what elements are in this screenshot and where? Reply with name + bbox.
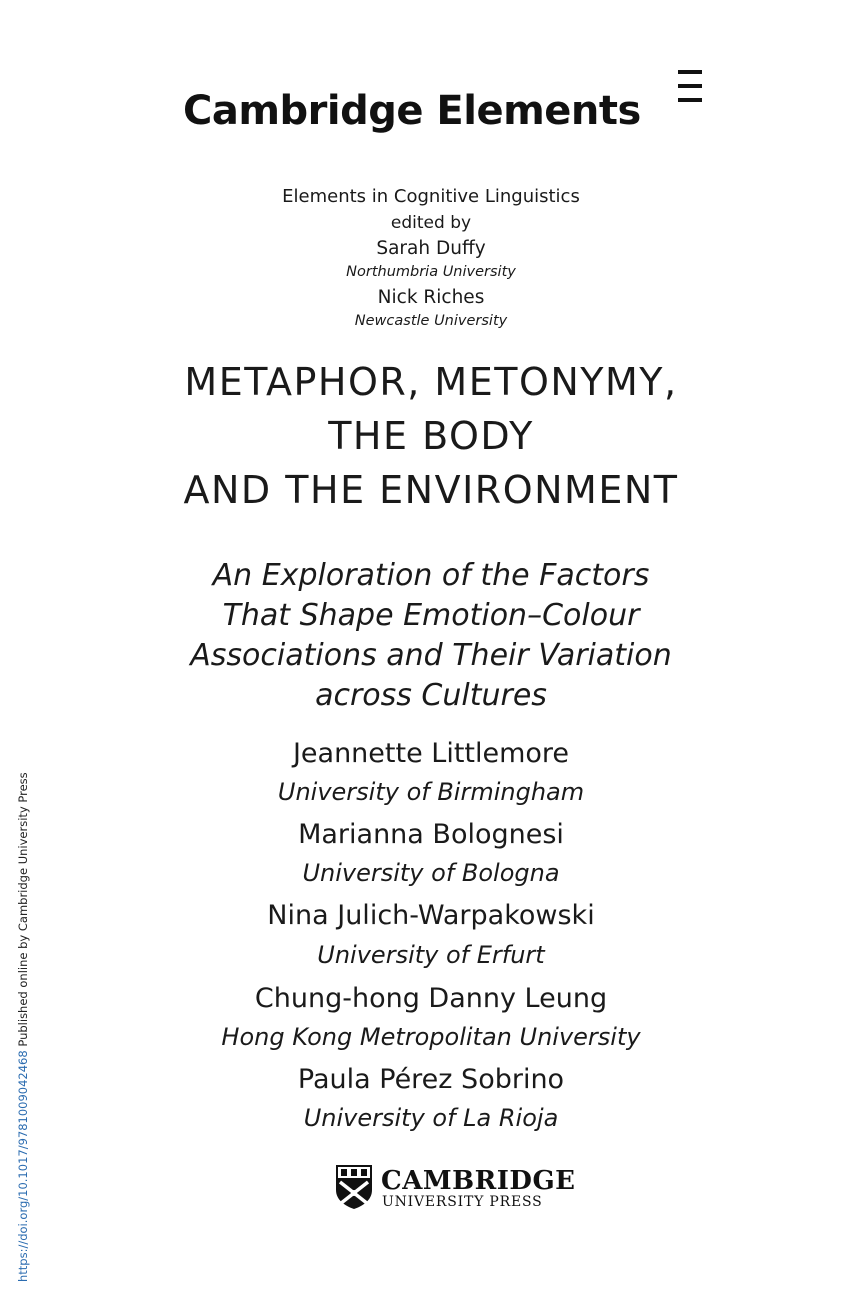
elements-logo-icon (678, 70, 702, 104)
editor-name: Nick Riches (377, 287, 485, 308)
shield-icon (335, 1164, 373, 1210)
subtitle-line: An Exploration of the Factors (212, 558, 650, 593)
publisher-subname: UNIVERSITY PRESS (382, 1194, 543, 1210)
author-name: Chung-hong Danny Leung (254, 983, 608, 1014)
brand-title: Cambridge Elements (183, 88, 641, 134)
author-name: Marianna Bolognesi (298, 819, 564, 850)
author-affiliation: Hong Kong Metropolitan University (221, 1023, 641, 1051)
author-name: Jeannette Littlemore (292, 738, 570, 769)
book-title-line: THE BODY (328, 414, 534, 458)
editor-affiliation: Newcastle University (354, 313, 508, 329)
doi-link[interactable]: https://doi.org/10.1017/9781009042468 (16, 1050, 30, 1282)
book-title (0, 355, 862, 517)
side-citation (16, 772, 30, 1282)
subtitle-line: across Cultures (315, 678, 547, 713)
author-name: Nina Julich-Warpakowski (267, 900, 595, 931)
book-title-line: METAPHOR, METONYMY, (184, 360, 678, 404)
author-affiliation: University of Erfurt (317, 941, 545, 969)
publisher-name: CAMBRIDGE (381, 1166, 576, 1196)
side-citation-text: Published online by Cambridge University Press (16, 772, 30, 1051)
author-name: Paula Pérez Sobrino (297, 1064, 565, 1095)
author-affiliation: University of Bologna (302, 859, 560, 887)
edited-by-label: edited by (390, 213, 472, 233)
author-affiliation: University of La Rioja (303, 1104, 559, 1132)
editor-name: Sarah Duffy (376, 238, 486, 259)
subtitle-line: That Shape Emotion–Colour (222, 598, 640, 633)
book-title-line: AND THE ENVIRONMENT (183, 468, 679, 512)
book-subtitle (0, 556, 862, 716)
author-affiliation: University of Birmingham (277, 778, 585, 806)
series-name: Elements in Cognitive Linguistics (282, 186, 580, 207)
subtitle-line: Associations and Their Variation (190, 638, 672, 673)
editor-affiliation: Northumbria University (346, 264, 516, 280)
